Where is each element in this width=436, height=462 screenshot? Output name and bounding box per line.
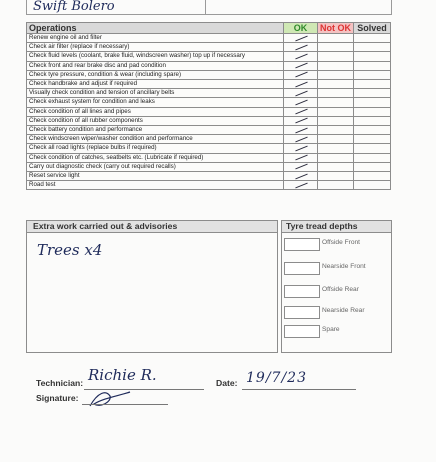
ok-cell[interactable]	[284, 126, 318, 135]
solved-cell[interactable]	[354, 70, 391, 79]
operation-label: Check handbrake and adjust if required	[27, 80, 284, 89]
solved-cell[interactable]	[354, 61, 391, 70]
solved-cell[interactable]	[354, 144, 391, 153]
tyre-position-label: Offside Front	[322, 239, 360, 246]
tick-mark-icon	[294, 136, 308, 143]
operation-label: Check tyre pressure, condition & wear (including spare)	[27, 70, 284, 79]
not-ok-cell[interactable]	[318, 172, 354, 181]
not-ok-cell[interactable]	[318, 52, 354, 61]
tyre-depth-field[interactable]	[284, 238, 320, 251]
tick-mark-icon	[294, 53, 308, 60]
tyre-position-label: Nearside Rear	[322, 307, 365, 314]
operation-label: Reset service light	[27, 172, 284, 181]
operation-row	[27, 172, 391, 181]
ok-cell[interactable]	[284, 181, 318, 190]
tick-mark-icon	[294, 35, 308, 42]
date-line	[242, 389, 356, 390]
tyre-depth-field[interactable]	[284, 262, 320, 275]
ok-cell[interactable]	[284, 144, 318, 153]
ok-cell[interactable]	[284, 34, 318, 43]
solved-header: Solved	[354, 23, 391, 34]
operations-table	[26, 22, 391, 190]
tick-mark-icon	[294, 154, 308, 161]
operation-row	[27, 89, 391, 98]
ok-header: OK	[284, 23, 318, 34]
not-ok-header: Not OK	[318, 23, 354, 34]
ok-cell[interactable]	[284, 52, 318, 61]
operation-label: Check battery condition and performance	[27, 126, 284, 135]
operation-label: Check front and rear brake disc and pad condition	[27, 61, 284, 70]
extra-work-box	[26, 220, 278, 353]
signature-label: Signature:	[36, 393, 79, 403]
tyre-depth-field[interactable]	[284, 285, 320, 298]
tick-mark-icon	[294, 71, 308, 78]
operation-label: Check condition of all rubber components	[27, 116, 284, 125]
operation-row	[27, 144, 391, 153]
ok-cell[interactable]	[284, 116, 318, 125]
not-ok-cell[interactable]	[318, 98, 354, 107]
operation-row	[27, 52, 391, 61]
solved-cell[interactable]	[354, 89, 391, 98]
tick-mark-icon	[294, 62, 308, 69]
operation-label: Check condition of catches, seatbelts etc. (Lubricate if required)	[27, 153, 284, 162]
solved-cell[interactable]	[354, 52, 391, 61]
tick-mark-icon	[294, 99, 308, 106]
solved-cell[interactable]	[354, 98, 391, 107]
vehicle-box	[26, 0, 392, 15]
operation-label: Road test	[27, 181, 284, 190]
tick-mark-icon	[294, 173, 308, 180]
not-ok-cell[interactable]	[318, 89, 354, 98]
not-ok-cell[interactable]	[318, 126, 354, 135]
operation-row	[27, 116, 391, 125]
technician-label: Technician:	[36, 378, 84, 388]
operation-row	[27, 80, 391, 89]
operation-label: Check air filter (replace if necessary)	[27, 43, 284, 52]
operation-row	[27, 43, 391, 52]
ok-cell[interactable]	[284, 70, 318, 79]
operation-label: Visually check condition and tension of ancillary belts	[27, 89, 284, 98]
solved-cell[interactable]	[354, 116, 391, 125]
tick-mark-icon	[294, 163, 308, 170]
tick-mark-icon	[294, 44, 308, 51]
solved-cell[interactable]	[354, 181, 391, 190]
operation-label: Carry out diagnostic check (carry out required recalls)	[27, 162, 284, 171]
tick-mark-icon	[294, 145, 308, 152]
ok-cell[interactable]	[284, 43, 318, 52]
not-ok-cell[interactable]	[318, 43, 354, 52]
ok-cell[interactable]	[284, 61, 318, 70]
solved-cell[interactable]	[354, 153, 391, 162]
operation-row	[27, 181, 391, 190]
ok-cell[interactable]	[284, 153, 318, 162]
not-ok-cell[interactable]	[318, 181, 354, 190]
tick-mark-icon	[294, 81, 308, 88]
tick-mark-icon	[294, 108, 308, 115]
operation-row	[27, 162, 391, 171]
solved-cell[interactable]	[354, 126, 391, 135]
signature-mark	[84, 388, 134, 410]
operation-label: Check windscreen wiper/washer condition and performance	[27, 135, 284, 144]
operation-row	[27, 34, 391, 43]
solved-cell[interactable]	[354, 162, 391, 171]
operation-row	[27, 70, 391, 79]
divider	[205, 0, 206, 14]
not-ok-cell[interactable]	[318, 153, 354, 162]
operations-header-row	[27, 23, 391, 34]
operation-row	[27, 61, 391, 70]
solved-cell[interactable]	[354, 34, 391, 43]
vehicle-name: Swift Bolero	[33, 0, 115, 14]
tyre-depth-field[interactable]	[284, 325, 320, 338]
extra-work-note: Trees x4	[37, 241, 103, 259]
tyre-tread-title: Tyre tread depths	[282, 221, 391, 233]
solved-cell[interactable]	[354, 135, 391, 144]
ok-cell[interactable]	[284, 135, 318, 144]
tyre-position-label: Nearside Front	[322, 263, 366, 270]
not-ok-cell[interactable]	[318, 116, 354, 125]
not-ok-cell[interactable]	[318, 144, 354, 153]
not-ok-cell[interactable]	[318, 70, 354, 79]
date-label: Date:	[216, 378, 238, 388]
tyre-position-label: Spare	[322, 326, 340, 333]
ok-cell[interactable]	[284, 89, 318, 98]
tyre-depth-field[interactable]	[284, 306, 320, 319]
not-ok-cell[interactable]	[318, 107, 354, 116]
operation-label: Check exhaust system for condition and leaks	[27, 98, 284, 107]
operation-row	[27, 153, 391, 162]
ok-cell[interactable]	[284, 162, 318, 171]
solved-cell[interactable]	[354, 172, 391, 181]
tyre-position-label: Offside Rear	[322, 286, 359, 293]
operation-label: Check all road lights (replace bulbs if required)	[27, 144, 284, 153]
signature-line	[82, 404, 168, 405]
operation-row	[27, 135, 391, 144]
tick-mark-icon	[294, 182, 308, 189]
tick-mark-icon	[294, 127, 308, 134]
not-ok-cell[interactable]	[318, 80, 354, 89]
solved-cell[interactable]	[354, 80, 391, 89]
operation-row	[27, 98, 391, 107]
not-ok-cell[interactable]	[318, 34, 354, 43]
not-ok-cell[interactable]	[318, 135, 354, 144]
operation-label: Check fluid levels (coolant, brake fluid, windscreen washer) top up if necessary	[27, 52, 284, 61]
operation-label: Renew engine oil and filter	[27, 34, 284, 43]
tick-mark-icon	[294, 90, 308, 97]
ok-cell[interactable]	[284, 80, 318, 89]
operations-header: Operations	[27, 23, 284, 34]
operation-label: Check condition of all lines and pipes	[27, 107, 284, 116]
not-ok-cell[interactable]	[318, 162, 354, 171]
ok-cell[interactable]	[284, 107, 318, 116]
operation-row	[27, 126, 391, 135]
date-value: 19/7/23	[246, 370, 307, 386]
ok-cell[interactable]	[284, 98, 318, 107]
tick-mark-icon	[294, 117, 308, 124]
solved-cell[interactable]	[354, 43, 391, 52]
solved-cell[interactable]	[354, 107, 391, 116]
tyre-tread-box	[281, 220, 392, 353]
extra-work-title: Extra work carried out & advisories	[27, 221, 277, 233]
ok-cell[interactable]	[284, 172, 318, 181]
technician-name: Richie R.	[88, 366, 157, 384]
operation-row	[27, 107, 391, 116]
not-ok-cell[interactable]	[318, 61, 354, 70]
